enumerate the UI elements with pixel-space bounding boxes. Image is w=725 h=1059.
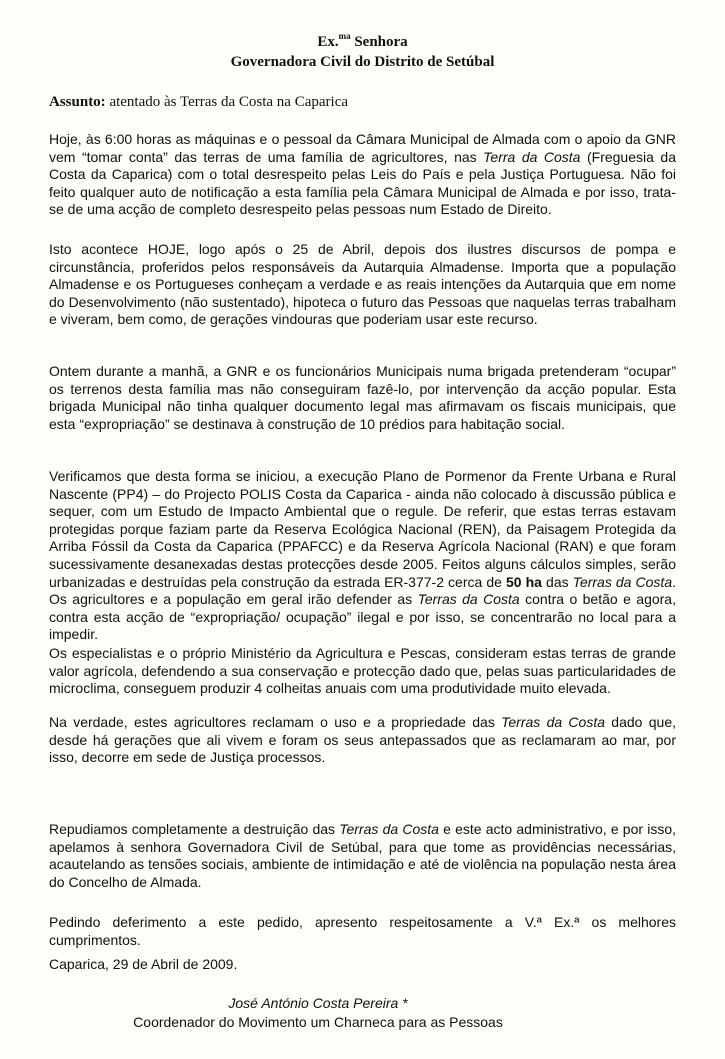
- salutation-superscript: ma: [338, 31, 351, 41]
- paragraph-5: Os especialistas e o próprio Ministério da Agricultura e Pescas, consideram estas terras de grande valor agrícola, defendendo a sua conservação e protecção dado que, pelas suas particularidades de microclima, conseguem produzir 4 colheitas anuais com uma produtividade muito elevada.: [49, 645, 676, 697]
- signatory-name: José António Costa Pereira *: [228, 995, 408, 1011]
- paragraph-6: Na verdade, estes agricultores reclamam o uso e a propriedade das Terras da Costa dado que, desde há gerações que ali vivem e foram os seus antepassados que as reclamaram ao mar, por isso, decorre em sede de Justiça processos.: [49, 714, 676, 766]
- paragraph-8-closing: Pedindo deferimento a este pedido, apresento respeitosamente a V.ª Ex.ª os melhores cumprimentos.: [49, 914, 676, 948]
- signatory-role: Coordenador do Movimento um Charneca para as Pessoas: [133, 1014, 503, 1030]
- subject-line: [49, 94, 689, 111]
- recipient-salutation: Ex.$^{ma}$ Senhora: [317, 31, 408, 50]
- paragraph-7: Repudiamos completamente a destruição das Terras da Costa e este acto administrativo, e por isso, apelamos à senhora Governadora Civil de Setúbal, para que tome as providências necessárias, acautelando as tensões sociais, ambiente de intimidação e até de violência na população nesta área do Concelho de Almada.: [49, 821, 676, 890]
- paragraph-2: Isto acontece HOJE, logo após o 25 de Abril, depois dos ilustres discursos de pompa e circunstância, proferidos pelos responsáveis da Autarquia Almadense. Importa que a população Almadense e os Portugueses conheçam a verdade e as reais intenções da Autarquia que em nome do Desenvolvimento (não sustentado), hipoteca o futuro das Pessoas que naquelas terras trabalham e viveram, bem como, de gerações vindouras que poderiam usar este recurso.: [49, 241, 676, 328]
- paragraph-1: Hoje, às 6:00 horas as máquinas e o pessoal da Câmara Municipal de Almada com o apoio da GNR vem “tomar conta” das terras de uma família de agricultores, nas Terra da Costa (Freguesia da Costa da Caparica) com o total desrespeito pelas Leis do País e pela Justiça Portuguesa. Não foi feito qualquer auto de notificação a esta família pela Câmara Municipal de Almada e por isso, trata-se de uma acção de completo desrespeito pelas pessoas num Estado de Direito.: [49, 131, 676, 218]
- date-line: Caparica, 29 de Abril de 2009.: [49, 956, 238, 972]
- recipient-title: Governadora Civil do Distrito de Setúbal: [230, 54, 495, 70]
- subject-text: atentado às Terras da Costa na Caparica: [105, 94, 349, 110]
- paragraph-3: Ontem durante a manhã, a GNR e os funcionários Municipais numa brigada pretenderam “ocupar” os terrenos desta família mas não conseguiram fazê-lo, por intervenção da acção popular. Esta brigada Municipal não tinha qualquer documento legal mas afirmavam os fiscais municipais, que esta “expropriação” se destinava à construção de 10 prédios para habitação social.: [49, 363, 676, 432]
- paragraph-4: Verificamos que desta forma se iniciou, a execução Plano de Pormenor da Frente Urbana e Rural Nascente (PP4) – do Projecto POLIS Costa da Caparica - ainda não colocado à discussão pública e sequer, com um Estudo de Impacto Ambiental que o regule. De referir, que estas terras estavam protegidas porque faziam parte da Reserva Ecológica Nacional (REN), da Paisagem Protegida da Arriba Fóssil da Costa da Caparica (PPAFCC) e da Reserva Agrícola Nacional (RAN) e que foram sucessivamente desanexadas destas protecções desde 2005. Feitos alguns cálculos simples, serão urbanizadas e destruídas pela construção da estrada ER-377-2 cerca de 50 ha das Terras da Costa. Os agricultores e a população em geral irão defender as Terras da Costa contra o betão e agora, contra esta acção de “expropriação/ ocupação” ilegal e por isso, se concentrarão no local para a impedir.: [49, 468, 676, 643]
- subject-label: Assunto:: [49, 94, 106, 110]
